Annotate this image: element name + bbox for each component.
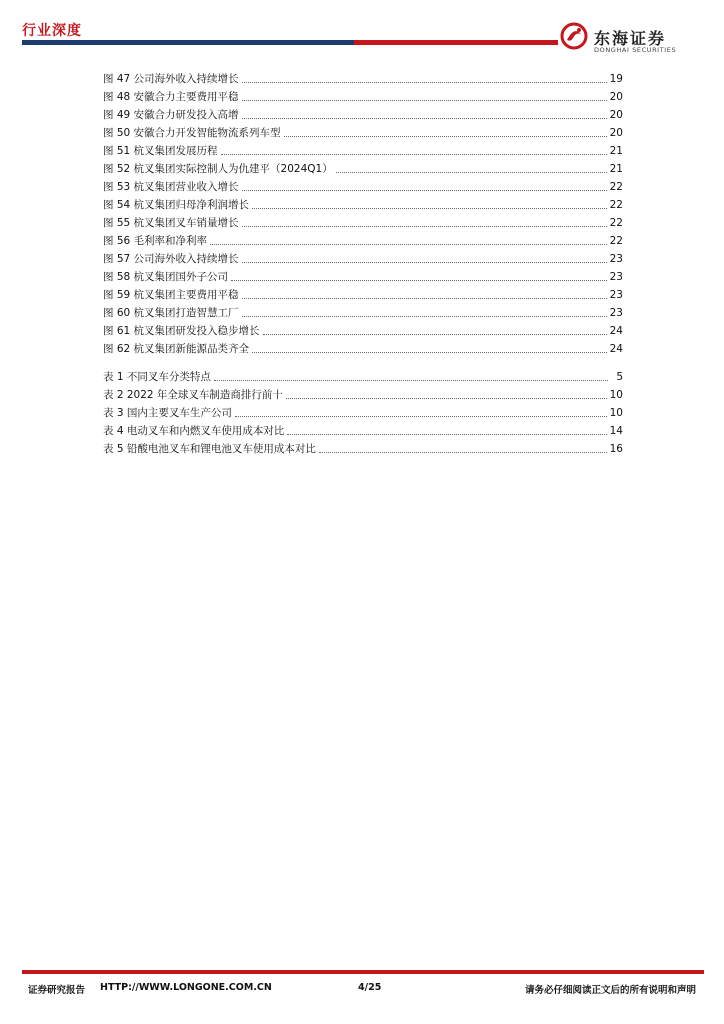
figure-entry-label: 图 53 杭叉集团营业收入增长 (103, 181, 239, 193)
footer (28, 982, 696, 996)
figure-entry-label: 图 54 杭叉集团归母净利润增长 (103, 199, 250, 211)
table-entry[interactable] (103, 386, 623, 404)
dot-leader (287, 433, 606, 435)
figure-entry[interactable] (103, 268, 623, 286)
figure-entry-label: 图 61 杭叉集团研发投入稳步增长 (103, 325, 260, 337)
dot-leader (214, 379, 608, 381)
figure-entry-page: 20 (609, 91, 623, 103)
figure-entry-label: 图 55 杭叉集团叉车销量增长 (103, 217, 239, 229)
figure-entry-page: 23 (609, 307, 623, 319)
dot-leader (252, 207, 607, 209)
figure-entry-label: 图 47 公司海外收入持续增长 (103, 73, 239, 85)
dot-leader (242, 225, 607, 227)
figure-entry[interactable] (103, 124, 623, 142)
figure-entry-page: 22 (609, 217, 623, 229)
figure-entry-page: 24 (609, 325, 623, 337)
figure-entry-page: 19 (609, 73, 623, 85)
figure-entry[interactable] (103, 250, 623, 268)
table-entry-label: 表 3 国内主要叉车生产公司 (103, 407, 232, 419)
dot-leader (235, 415, 607, 417)
footer-url-link[interactable]: HTTP://WWW.LONGONE.COM.CN (100, 982, 272, 993)
header-rule-navy (22, 40, 354, 45)
figure-entry-page: 22 (609, 235, 623, 247)
table-entry-label: 表 4 电动叉车和内燃叉车使用成本对比 (103, 425, 285, 437)
figure-entry-page: 23 (609, 289, 623, 301)
dot-leader (252, 351, 607, 353)
table-entry[interactable] (103, 422, 623, 440)
table-list (103, 368, 623, 458)
dot-leader (242, 315, 607, 317)
figure-entry[interactable] (103, 106, 623, 124)
figure-entry-page: 24 (609, 343, 623, 355)
dot-leader (263, 333, 607, 335)
dot-leader (242, 189, 607, 191)
table-entry[interactable] (103, 404, 623, 422)
figure-entry[interactable] (103, 214, 623, 232)
figure-entry-label: 图 57 公司海外收入持续增长 (103, 253, 239, 265)
dot-leader (336, 171, 607, 173)
figure-entry-label: 图 52 杭叉集团实际控制人为仇建平（2024Q1） (103, 163, 333, 175)
logo-chinese-name: 东海证券 (594, 29, 667, 48)
table-entry-page: 10 (609, 389, 623, 401)
section-title: 行业深度 (22, 23, 82, 39)
figure-entry-label: 图 56 毛利率和净利率 (103, 235, 208, 247)
dot-leader (242, 117, 607, 119)
dot-leader (284, 135, 607, 137)
dot-leader (210, 243, 607, 245)
figure-entry-page: 23 (609, 271, 623, 283)
company-logo (558, 20, 708, 54)
footer-report-type: 证券研究报告 (28, 985, 86, 996)
figure-entry[interactable] (103, 232, 623, 250)
table-entry-page: 5 (616, 371, 623, 383)
dot-leader (242, 99, 607, 101)
table-entry-page: 10 (609, 407, 623, 419)
figure-list (103, 70, 623, 358)
figure-entry[interactable] (103, 160, 623, 178)
figure-entry-label: 图 59 杭叉集团主要费用平稳 (103, 289, 239, 301)
dot-leader (242, 297, 607, 299)
figure-entry[interactable] (103, 340, 623, 358)
figure-entry-label: 图 50 安徽合力开发智能物流系列车型 (103, 127, 281, 139)
figure-entry-page: 23 (609, 253, 623, 265)
figure-entry[interactable] (103, 196, 623, 214)
figure-entry[interactable] (103, 178, 623, 196)
dot-leader (221, 153, 607, 155)
table-entry[interactable] (103, 440, 623, 458)
dragon-logo-icon (558, 20, 590, 52)
logo-english-name: DONGHAI SECURITIES (594, 46, 677, 54)
figure-entry-label: 图 49 安徽合力研发投入高增 (103, 109, 239, 121)
figure-entry[interactable] (103, 88, 623, 106)
figure-entry-label: 图 58 杭叉集团国外子公司 (103, 271, 229, 283)
dot-leader (242, 81, 607, 83)
footer-disclaimer: 请务必仔细阅读正文后的所有说明和声明 (524, 985, 696, 996)
figure-entry-page: 21 (609, 145, 623, 157)
figure-entry-page: 22 (609, 181, 623, 193)
figure-entry[interactable] (103, 322, 623, 340)
dot-leader (242, 261, 607, 263)
table-entry-page: 16 (609, 443, 623, 455)
figure-entry[interactable] (103, 70, 623, 88)
figure-entry-label: 图 62 杭叉集团新能源品类齐全 (103, 343, 250, 355)
table-entry-label: 表 5 铅酸电池叉车和锂电池叉车使用成本对比 (103, 443, 316, 455)
dot-leader (231, 279, 607, 281)
figure-entry-label: 图 51 杭叉集团发展历程 (103, 145, 218, 157)
figure-entry-label: 图 60 杭叉集团打造智慧工厂 (103, 307, 239, 319)
table-entry-page: 14 (609, 425, 623, 437)
figure-table-index (103, 70, 623, 458)
dot-leader (286, 397, 607, 399)
figure-entry-page: 21 (609, 163, 623, 175)
figure-entry[interactable] (103, 304, 623, 322)
dot-leader (319, 451, 607, 453)
header-rule-red (354, 40, 558, 45)
figure-entry-page: 20 (609, 127, 623, 139)
table-entry[interactable] (103, 368, 623, 386)
table-entry-label: 表 2 2022 年全球叉车制造商排行前十 (103, 389, 283, 401)
figure-entry[interactable] (103, 286, 623, 304)
table-entry-label: 表 1 不同叉车分类特点 (103, 371, 211, 383)
list-gap (103, 358, 623, 368)
figure-entry-label: 图 48 安徽合力主要费用平稳 (103, 91, 239, 103)
figure-entry-page: 22 (609, 199, 623, 211)
figure-entry-page: 20 (609, 109, 623, 121)
footer-rule (22, 970, 704, 974)
footer-page-number: 4/25 (358, 982, 382, 993)
figure-entry[interactable] (103, 142, 623, 160)
